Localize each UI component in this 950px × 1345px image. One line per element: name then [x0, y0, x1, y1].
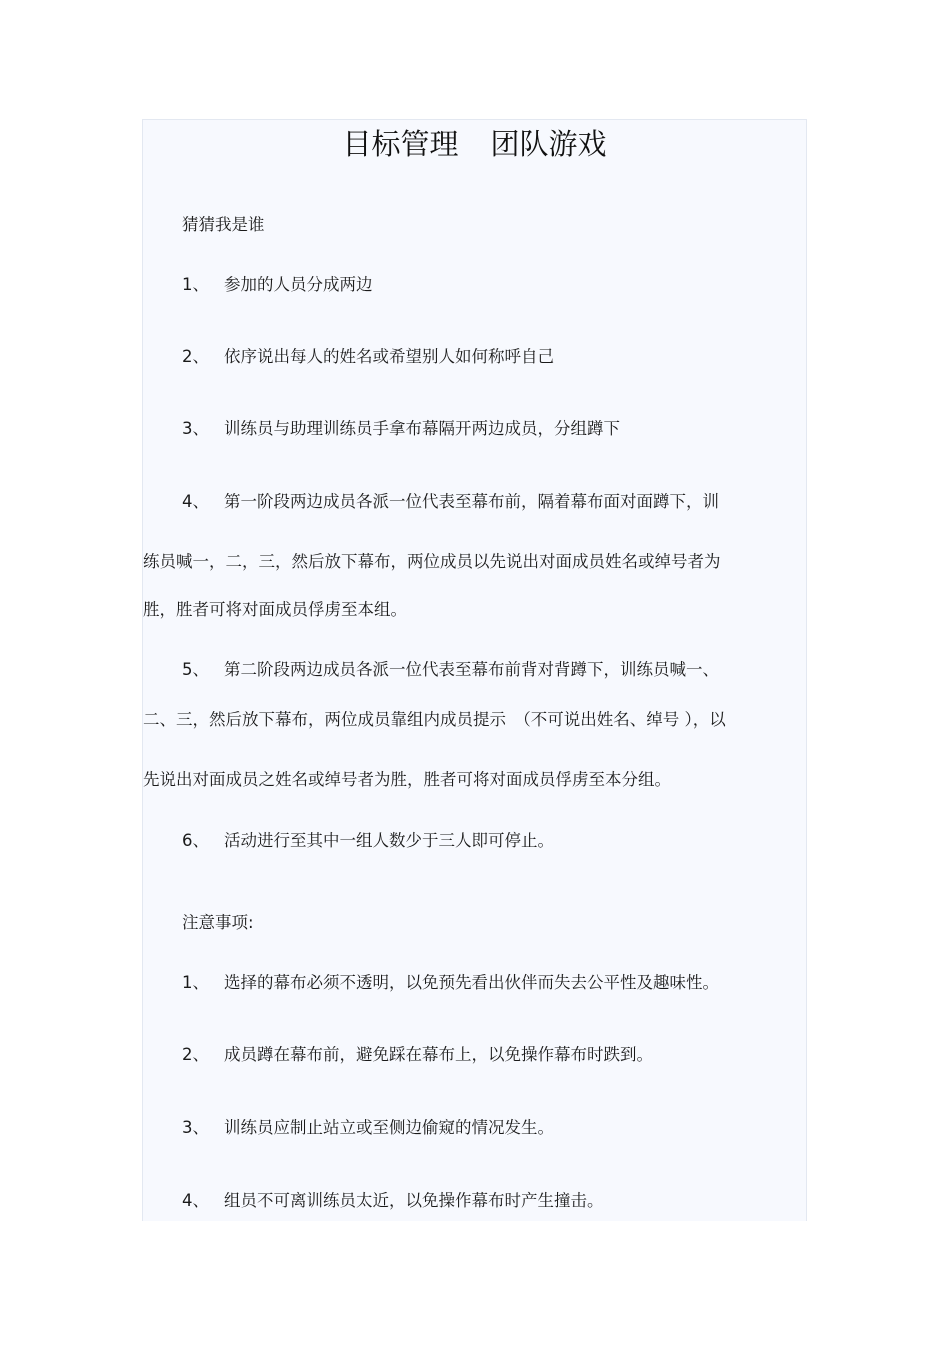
document-title	[142, 124, 807, 164]
notes-item-1-number: 1、	[182, 973, 209, 992]
game-item-5-number: 5、	[182, 660, 209, 679]
game-item-2-number: 2、	[182, 347, 209, 366]
game-item-5-line-3: 先说出对面成员之姓名或绰号者为胜，胜者可将对面成员俘虏至本分组。	[143, 770, 671, 789]
game-item-5-line-2: 二、三，然后放下幕布，两位成员靠组内成员提示 （不可说出姓名、绰号 ），以	[143, 710, 726, 729]
game-item-4-number: 4、	[182, 492, 209, 511]
game-item-4-line-3: 胜，胜者可将对面成员俘虏至本组。	[143, 600, 407, 619]
game-item-4-line-1: 第一阶段两边成员各派一位代表至幕布前，隔着幕布面对面蹲下，训	[224, 492, 719, 511]
game-heading: 猜猜我是谁	[182, 215, 265, 234]
notes-item-4-text: 组员不可离训练员太近，以免操作幕布时产生撞击。	[224, 1191, 604, 1210]
notes-item-3-number: 3、	[182, 1118, 209, 1137]
game-item-1-number: 1、	[182, 275, 209, 294]
notes-item-2-text: 成员蹲在幕布前，避免踩在幕布上，以免操作幕布时跌到。	[224, 1045, 653, 1064]
game-item-5-line-1: 第二阶段两边成员各派一位代表至幕布前背对背蹲下，训练员喊一、	[224, 660, 719, 679]
game-item-1-text: 参加的人员分成两边	[224, 275, 373, 294]
notes-item-2-number: 2、	[182, 1045, 209, 1064]
notes-item-4-number: 4、	[182, 1191, 209, 1210]
notes-item-1-text: 选择的幕布必须不透明，以免预先看出伙伴而失去公平性及趣味性。	[224, 973, 719, 992]
game-item-2-text: 依序说出每人的姓名或希望别人如何称呼自己	[224, 347, 554, 366]
game-item-6-text: 活动进行至其中一组人数少于三人即可停止。	[224, 831, 554, 850]
notes-heading: 注意事项:	[182, 913, 254, 932]
game-item-3-number: 3、	[182, 419, 209, 438]
title-part-2: 团队游戏	[490, 127, 607, 161]
notes-item-3-text: 训练员应制止站立或至侧边偷窥的情况发生。	[224, 1118, 554, 1137]
game-item-4-line-2: 练员喊一，二，三，然后放下幕布，两位成员以先说出对面成员姓名或绰号者为	[143, 552, 721, 571]
game-item-3-text: 训练员与助理训练员手拿布幕隔开两边成员，分组蹲下	[224, 419, 620, 438]
title-part-1: 目标管理	[342, 127, 459, 161]
game-item-6-number: 6、	[182, 831, 209, 850]
